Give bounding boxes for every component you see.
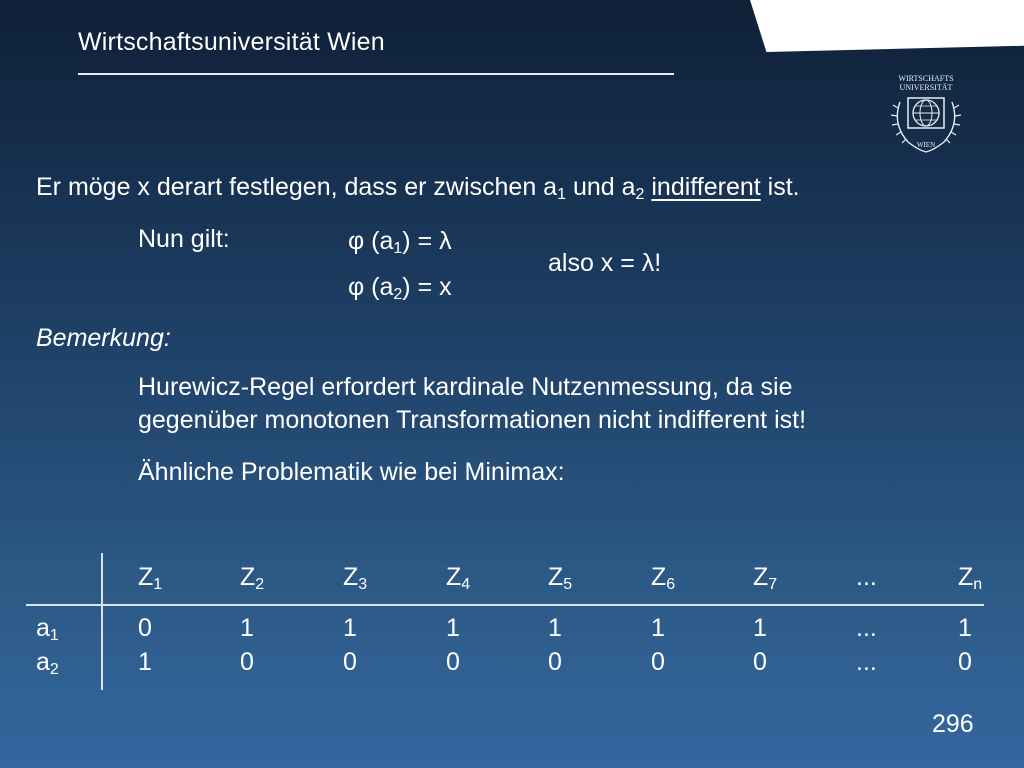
table-cell: 0 [343,648,357,676]
table-vertical-rule [101,553,103,690]
row-label: $a_2$ [36,648,59,678]
table-cell: 1 [240,614,254,642]
table-cell: 1 [958,614,972,642]
table-cell: 1 [651,614,665,642]
bemerkung-label: Bemerkung: [36,324,171,352]
table-cell: 0 [548,648,562,676]
equation-phi-a1: φ $(a_1) = \lambda$ [348,227,452,257]
table-cell: 1 [343,614,357,642]
page-number: 296 [932,710,974,738]
column-header: $Z_7$ [753,563,778,593]
column-header: $Z_3$ [343,563,368,593]
row-label: $a_1$ [36,614,59,644]
nun-gilt-label: Nun gilt: [138,225,230,253]
column-header: $Z_5$ [548,563,573,593]
table-cell: 0 [753,648,767,676]
svg-text:UNIVERSITÄT: UNIVERSITÄT [899,83,953,92]
indifferent-underlined: indifferent [651,173,761,201]
table-cell: 0 [138,614,152,642]
table-cell: 1 [138,648,152,676]
equation-phi-a2: φ $(a_2) = x$ [348,273,452,303]
column-header: ... [856,563,877,591]
header-title: Wirtschaftsuniversität Wien [78,28,385,56]
table-cell: 0 [240,648,254,676]
paragraph-line-1: Hurewicz-Regel erfordert kardinale Nutzenmessung, da sie [138,373,793,401]
table-cell: 1 [446,614,460,642]
column-header: $Z_6$ [651,563,676,593]
column-header: $Z_2$ [240,563,265,593]
table-horizontal-rule [26,604,984,606]
intro-sentence: Er möge x derart festlegen, dass er zwischen $a_1$ und $a_2$ indifferent ist. [36,173,800,203]
column-header: $Z_4$ [446,563,471,593]
column-header: $Z_n$ [958,563,983,593]
svg-text:WIEN: WIEN [916,141,936,149]
table-cell: 0 [446,648,460,676]
header-divider [78,73,674,75]
paragraph-line-2: gegenüber monotonen Transformationen nicht indifferent ist! [138,406,807,434]
table-cell: 1 [548,614,562,642]
conclusion-text: also x = λ! [548,249,662,277]
university-logo [878,72,974,162]
table-cell: 0 [651,648,665,676]
svg-text:WIRTSCHAFTS: WIRTSCHAFTS [898,74,954,83]
column-header: $Z_1$ [138,563,163,593]
corner-decoration [750,0,1024,52]
paragraph-line-3: Ähnliche Problematik wie bei Minimax: [138,458,565,486]
table-cell: ... [856,648,877,676]
table-cell: ... [856,614,877,642]
table-cell: 0 [958,648,972,676]
table-cell: 1 [753,614,767,642]
